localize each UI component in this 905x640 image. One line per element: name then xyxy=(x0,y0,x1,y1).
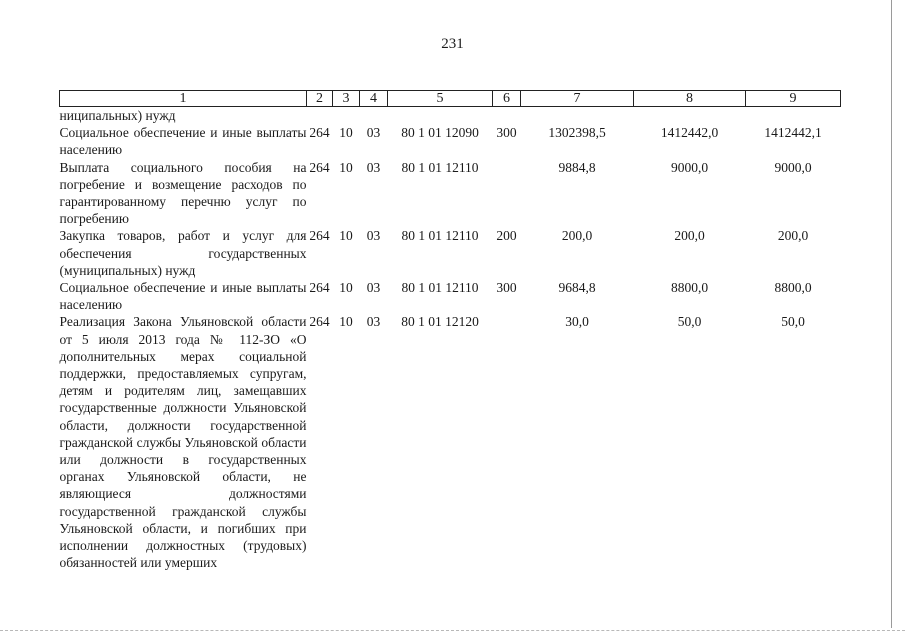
row-amount-col8: 50,0 xyxy=(677,314,702,330)
table-row xyxy=(60,313,841,571)
header-col-5: 5 xyxy=(388,91,493,107)
row-subsection: 03 xyxy=(366,228,381,244)
row-amount-col7: 9684,8 xyxy=(558,280,596,296)
row-target-article xyxy=(388,107,493,125)
table-row xyxy=(60,227,841,279)
page-right-border xyxy=(891,0,892,628)
row-admin-code xyxy=(307,107,333,125)
row-subsection: 03 xyxy=(366,280,381,296)
row-amount-col9: 200,0 xyxy=(777,228,809,244)
row-expense-type xyxy=(493,159,521,228)
row-amount-col9: 1412442,1 xyxy=(764,125,822,141)
table-row xyxy=(60,279,841,313)
row-section: 10 xyxy=(339,228,353,244)
row-amount-col9: 8800,0 xyxy=(774,280,812,296)
header-col-6: 6 xyxy=(493,91,521,107)
page-bottom-edge xyxy=(0,630,905,632)
row-expense-type xyxy=(493,107,521,125)
row-subsection: 03 xyxy=(366,125,381,141)
row-admin-code: 264 xyxy=(309,125,330,141)
row-admin-code: 264 xyxy=(309,159,330,175)
row-amount-col8: 8800,0 xyxy=(670,280,709,296)
header-col-4: 4 xyxy=(360,91,388,107)
header-col-7: 7 xyxy=(521,91,634,107)
row-section: 10 xyxy=(339,314,353,330)
row-amount-col9: 50,0 xyxy=(781,314,805,330)
row-section: 10 xyxy=(339,159,353,175)
header-col-1: 1 xyxy=(60,91,307,107)
row-amount-col9: 9000,0 xyxy=(774,159,812,175)
row-amount-col8 xyxy=(634,107,746,125)
row-expense-type: 200 xyxy=(496,228,517,244)
row-admin-code: 264 xyxy=(309,228,330,244)
row-name: ниципальных) нужд xyxy=(59,108,176,123)
row-target-article: 80 1 01 12090 xyxy=(401,125,479,141)
row-section: 10 xyxy=(339,280,353,296)
row-name: Социальное обеспечение и иные выплаты населению xyxy=(59,280,307,313)
row-target-article: 80 1 01 12110 xyxy=(401,228,479,244)
page-number: 231 xyxy=(441,36,464,52)
row-amount-col8: 1412442,0 xyxy=(660,125,719,141)
table-row xyxy=(60,107,841,125)
row-amount-col9 xyxy=(746,107,841,125)
table-row xyxy=(60,159,841,228)
header-col-2: 2 xyxy=(307,91,333,107)
row-name: Выплата социального пособия на погребение и возмещение расходов по гарантированному перечню услуг по погребению xyxy=(59,159,307,227)
row-target-article: 80 1 01 12120 xyxy=(401,314,479,330)
row-subsection: 03 xyxy=(366,159,381,175)
row-target-article: 80 1 01 12110 xyxy=(401,159,479,175)
row-amount-col7: 30,0 xyxy=(565,314,589,330)
row-name: Закупка товаров, работ и услуг для обеспечения государственных (муниципальных) нужд xyxy=(59,228,307,278)
row-admin-code: 264 xyxy=(309,280,330,296)
budget-table xyxy=(59,90,841,571)
row-amount-col8: 9000,0 xyxy=(670,159,709,175)
row-subsection xyxy=(360,107,388,125)
row-expense-type xyxy=(493,313,521,571)
row-expense-type: 300 xyxy=(496,125,517,141)
header-col-8: 8 xyxy=(634,91,746,107)
row-amount-col7 xyxy=(521,107,634,125)
header-col-3: 3 xyxy=(333,91,360,107)
row-amount-col8: 200,0 xyxy=(674,228,705,244)
row-section xyxy=(333,107,360,125)
row-amount-col7: 1302398,5 xyxy=(548,125,606,141)
row-admin-code: 264 xyxy=(309,314,330,330)
row-name: Социальное обеспечение и иные выплаты населению xyxy=(59,125,307,158)
row-target-article: 80 1 01 12110 xyxy=(401,280,479,296)
row-expense-type: 300 xyxy=(496,280,517,296)
header-col-9: 9 xyxy=(746,91,841,107)
row-subsection: 03 xyxy=(366,314,381,330)
row-amount-col7: 200,0 xyxy=(561,228,593,244)
row-amount-col7: 9884,8 xyxy=(558,159,596,175)
row-name: Реализация Закона Ульяновской области от 5 июля 2013 года № 112-ЗО «О дополнительных мерах социальной поддержки, предоставляемых супругам, детям и родителям лиц, замещавших государственные должности Ульяновской области, должности государственной гражданской службы Ульяновской области или должности в государственных органах Ульяновской области, не являющиеся должностями государственной гражданской службы Ульяновской области, и погибших при исполнении должностных (трудовых) обязанностей или умерших xyxy=(59,314,307,571)
table-row xyxy=(60,124,841,158)
table-header-row xyxy=(60,91,841,107)
row-section: 10 xyxy=(339,125,353,141)
